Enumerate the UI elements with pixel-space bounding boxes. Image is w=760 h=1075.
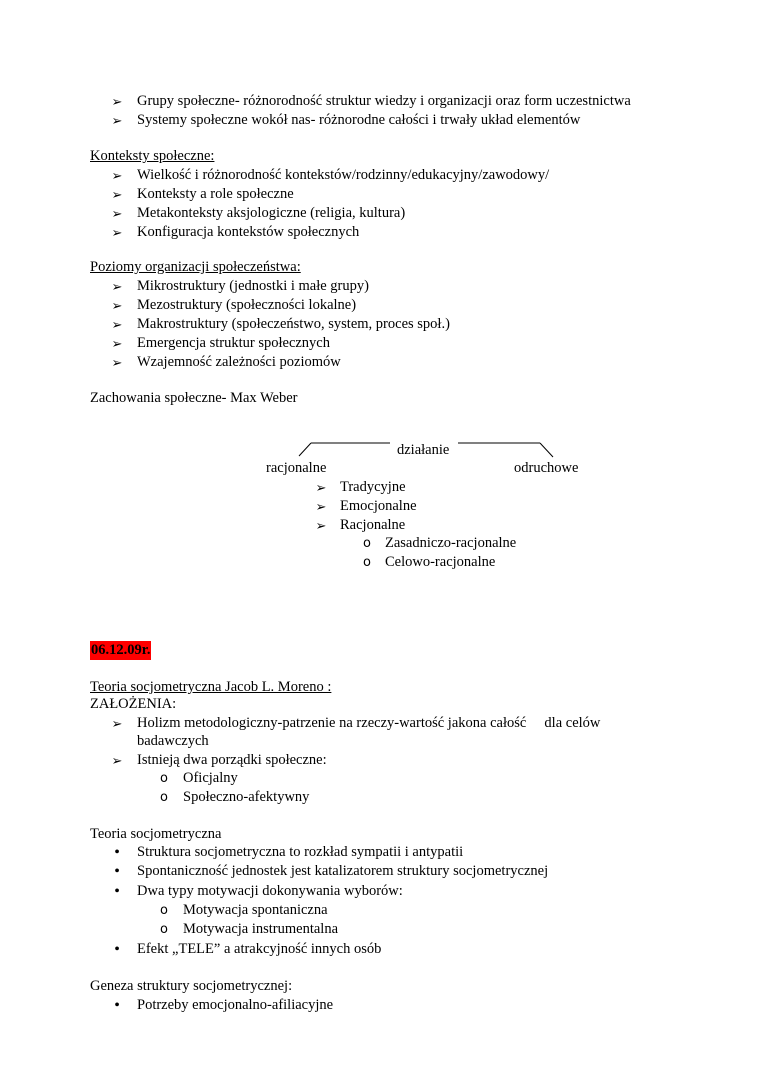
list-item: Grupy społeczne- różnorodność struktur wiedzy i organizacji oraz form uczestnictwa — [137, 93, 631, 109]
arrow-bullet-icon: ➢ — [111, 317, 123, 332]
list-item: Makrostruktury (społeczeństwo, system, proces społ.) — [137, 316, 450, 332]
diagram-right-label: odruchowe — [514, 460, 579, 476]
section-heading-moreno: Teoria socjometryczna Jacob L. Moreno : — [90, 679, 332, 695]
arrow-bullet-icon: ➢ — [111, 279, 123, 294]
list-item: Konfiguracja kontekstów społecznych — [137, 224, 360, 240]
list-item: Potrzeby emocjonalno-afiliacyjne — [137, 997, 334, 1013]
section-heading-zachowania: Zachowania społeczne- Max Weber — [90, 390, 298, 406]
arrow-bullet-icon: ➢ — [111, 355, 123, 370]
diagram-left-slash — [299, 443, 311, 456]
arrow-bullet-icon: ➢ — [111, 206, 123, 221]
dot-bullet-icon: • — [114, 997, 120, 1014]
list-item: Racjonalne — [340, 517, 406, 533]
list-item: Systemy społeczne wokół nas- różnorodne całości i trwały układ elementów — [137, 112, 581, 128]
arrow-bullet-icon: ➢ — [315, 518, 327, 533]
circle-bullet-icon: o — [363, 555, 371, 570]
sub-list-item: Motywacja spontaniczna — [183, 902, 328, 918]
arrow-bullet-icon: ➢ — [111, 113, 123, 128]
list-item: Konteksty a role społeczne — [137, 186, 294, 202]
arrow-bullet-icon: ➢ — [315, 480, 327, 495]
list-item: Spontaniczność jednostek jest katalizatorem struktury socjometrycznej — [137, 863, 549, 879]
section-heading-konteksty: Konteksty społeczne: — [90, 148, 215, 164]
sub-list-item: Społeczno-afektywny — [183, 789, 310, 805]
list-item: Efekt „TELE” a atrakcyjność innych osób — [137, 941, 382, 957]
list-item: Mezostruktury (społeczności lokalne) — [137, 297, 357, 313]
arrow-bullet-icon: ➢ — [111, 225, 123, 240]
sub-list-item: Motywacja instrumentalna — [183, 921, 339, 937]
list-item: Tradycyjne — [340, 479, 406, 495]
arrow-bullet-icon: ➢ — [111, 716, 123, 731]
list-item: Emocjonalne — [340, 498, 417, 514]
sub-list-item: Zasadniczo-racjonalne — [385, 535, 517, 551]
dot-bullet-icon: • — [114, 844, 120, 861]
section-heading-geneza: Geneza struktury socjometrycznej: — [90, 978, 293, 994]
list-item: Metakonteksty aksjologiczne (religia, kultura) — [137, 205, 406, 221]
circle-bullet-icon: o — [160, 903, 168, 918]
list-item: Struktura socjometryczna to rozkład sympatii i antypatii — [137, 844, 464, 860]
list-item: Wielkość i różnorodność kontekstów/rodzinny/edukacyjny/zawodowy/ — [137, 167, 550, 183]
arrow-bullet-icon: ➢ — [111, 336, 123, 351]
arrow-bullet-icon: ➢ — [315, 499, 327, 514]
arrow-bullet-icon: ➢ — [111, 187, 123, 202]
sub-list-item: Celowo-racjonalne — [385, 554, 496, 570]
list-item: Istnieją dwa porządki społeczne: — [137, 752, 327, 768]
arrow-bullet-icon: ➢ — [111, 168, 123, 183]
dot-bullet-icon: • — [114, 941, 120, 958]
circle-bullet-icon: o — [160, 771, 168, 786]
diagram-right-slash — [540, 443, 553, 457]
list-item-continuation: badawczych — [137, 733, 209, 749]
list-item: Holizm metodologiczny-patrzenie na rzeczy-wartość jakona całość dla celów — [137, 715, 601, 731]
sub-list-item: Oficjalny — [183, 770, 238, 786]
arrow-bullet-icon: ➢ — [111, 298, 123, 313]
circle-bullet-icon: o — [160, 790, 168, 805]
list-item: Wzajemność zależności poziomów — [137, 354, 341, 370]
dot-bullet-icon: • — [114, 883, 120, 900]
arrow-bullet-icon: ➢ — [111, 94, 123, 109]
section-heading-poziomy: Poziomy organizacji społeczeństwa: — [90, 259, 301, 275]
circle-bullet-icon: o — [160, 922, 168, 937]
arrow-bullet-icon: ➢ — [111, 753, 123, 768]
section-heading-teoria: Teoria socjometryczna — [90, 826, 222, 842]
diagram-center-label: działanie — [397, 442, 450, 458]
dot-bullet-icon: • — [114, 863, 120, 880]
assumptions-label: ZAŁOŻENIA: — [90, 696, 177, 712]
date-highlight: 06.12.09r. — [91, 642, 151, 658]
diagram-left-label: racjonalne — [266, 460, 327, 476]
list-item: Emergencja struktur społecznych — [137, 335, 330, 351]
list-item: Mikrostruktury (jednostki i małe grupy) — [137, 278, 369, 294]
list-item: Dwa typy motywacji dokonywania wyborów: — [137, 883, 403, 899]
circle-bullet-icon: o — [363, 536, 371, 551]
